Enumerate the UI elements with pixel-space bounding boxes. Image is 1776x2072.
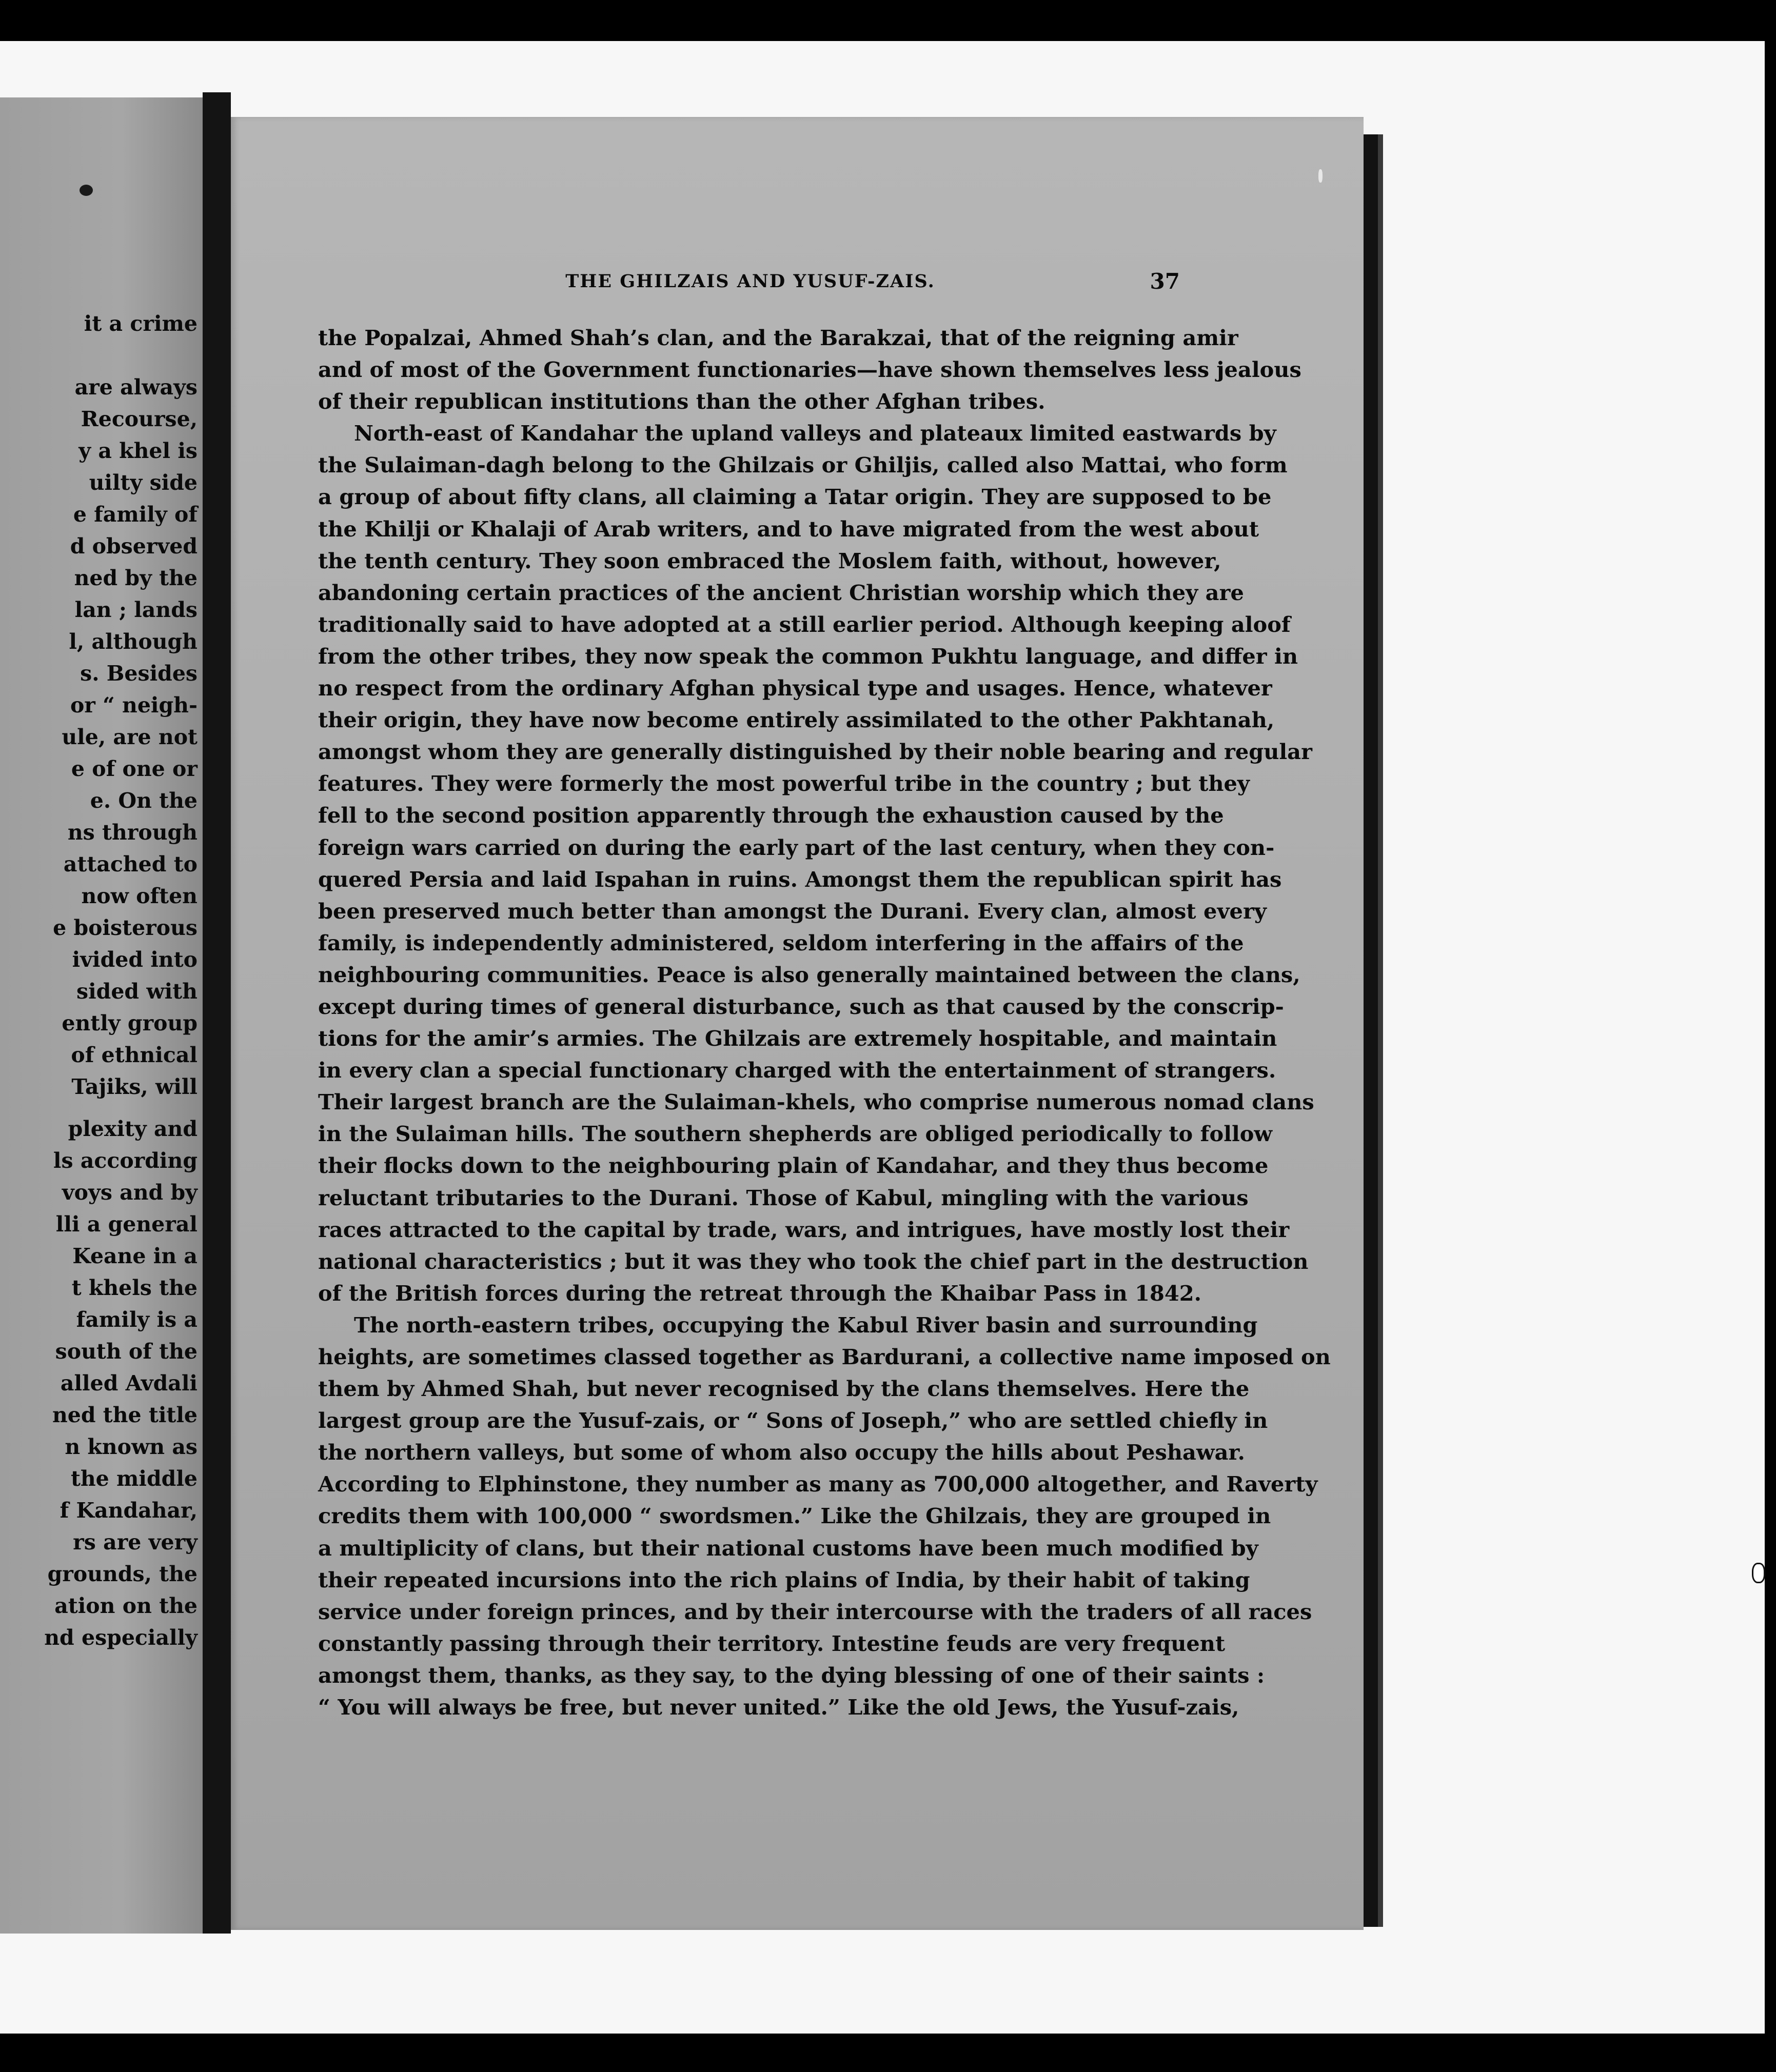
text-line: the Sulaiman-dagh belong to the Ghilzais or Ghiljis, called also Mattai, who form: [318, 452, 1288, 478]
text-line: races attracted to the capital by trade, wars, and intrigues, have mostly lost their: [318, 1217, 1290, 1242]
text-line: except during times of general disturbance, such as that caused by the conscrip-: [318, 993, 1284, 1019]
text-line: their flocks down to the neighbouring plain of Kandahar, and they thus become: [318, 1153, 1269, 1179]
text-line: The north-eastern tribes, occupying the Kabul River basin and surrounding: [354, 1312, 1258, 1338]
text-line: in every clan a special functionary charged with the entertainment of strangers.: [318, 1058, 1276, 1083]
text-line: from the other tribes, they now speak the common Pukhtu language, and differ in: [318, 643, 1298, 669]
left-line: ns through: [67, 820, 198, 845]
text-line: the Khilji or Khalaji of Arab writers, and to have migrated from the west about: [318, 516, 1259, 542]
left-line: [0, 340, 198, 371]
page-number: 37: [1150, 269, 1180, 294]
left-line: y a khel is: [78, 439, 198, 463]
left-line: or “ neigh-: [70, 693, 198, 718]
left-line: s. Besides: [80, 661, 198, 686]
text-line: the northern valleys, but some of whom also occupy the hills about Peshawar.: [318, 1440, 1245, 1465]
text-line: largest group are the Yusuf-zais, or “ Sons of Joseph,” who are settled chiefly in: [318, 1408, 1268, 1433]
left-line: d observed: [70, 534, 198, 559]
left-page: [0, 97, 203, 1934]
left-line: ivided into: [72, 947, 198, 972]
text-line: abandoning certain practices of the ancient Christian worship which they are: [318, 580, 1244, 605]
text-line: a group of about fifty clans, all claiming a Tatar origin. They are supposed to be: [318, 484, 1272, 510]
text-line: heights, are sometimes classed together as Bardurani, a collective name imposed on: [318, 1344, 1331, 1369]
text-line: foreign wars carried on during the early part of the last century, when they con-: [318, 834, 1275, 860]
text-line: North-east of Kandahar the upland valleys and plateaux limited eastwards by: [354, 421, 1276, 446]
text-line: amongst them, thanks, as they say, to the dying blessing of one of their saints :: [318, 1662, 1265, 1688]
text-line: neighbouring communities. Peace is also generally maintained between the clans,: [318, 962, 1300, 987]
left-line: sided with: [76, 979, 198, 1004]
left-line: plexity and: [68, 1117, 198, 1141]
text-line: the tenth century. They soon embraced the Moslem faith, without, however,: [318, 548, 1221, 573]
scan-border-top: [0, 0, 1776, 41]
text-line: no respect from the ordinary Afghan physical type and usages. Hence, whatever: [318, 675, 1272, 701]
left-line: of ethnical: [71, 1043, 198, 1067]
page-edge: [1364, 134, 1378, 1927]
text-line: reluctant tributaries to the Durani. Those of Kabul, mingling with the various: [318, 1185, 1249, 1210]
text-line: fell to the second position apparently through the exhaustion caused by the: [318, 803, 1224, 828]
text-line: been preserved much better than amongst the Durani. Every clan, almost every: [318, 898, 1267, 924]
left-line: alled Avdali: [60, 1371, 198, 1396]
text-line: of their republican institutions than the other Afghan tribes.: [318, 389, 1045, 414]
left-line: rs are very: [73, 1530, 198, 1555]
left-line: attached to: [63, 852, 198, 876]
text-line: constantly passing through their territory. Intestine feuds are very frequent: [318, 1630, 1226, 1656]
left-line: t khels the: [71, 1276, 198, 1300]
text-line: their origin, they have now become entirely assimilated to the other Pakhtanah,: [318, 707, 1275, 733]
text-line: features. They were formerly the most powerful tribe in the country ; but they: [318, 771, 1250, 796]
left-line: Tajiks, will: [71, 1074, 198, 1099]
left-page-text: [0, 308, 198, 1653]
text-line: “ You will always be free, but never united.” Like the old Jews, the Yusuf-zais,: [318, 1695, 1239, 1720]
left-line: it a crime: [84, 311, 198, 336]
text-line: quered Persia and laid Ispahan in ruins. Amongst them the republican spirit has: [318, 866, 1282, 892]
text-line: their repeated incursions into the rich plains of India, by their habit of taking: [318, 1567, 1250, 1592]
left-line: e family of: [73, 502, 198, 527]
left-line: lli a general: [55, 1212, 198, 1237]
text-line: traditionally said to have adopted at a still earlier period. Although keeping aloof: [318, 611, 1291, 637]
left-line: the middle: [70, 1466, 198, 1491]
text-line: tions for the amir’s armies. The Ghilzais are extremely hospitable, and maintain: [318, 1026, 1277, 1051]
body-text: [318, 322, 1331, 1723]
left-line: e of one or: [71, 756, 198, 781]
text-line: the Popalzai, Ahmed Shah’s clan, and the Barakzai, that of the reigning amir: [318, 325, 1238, 350]
text-line: and of most of the Government functionaries—have shown themselves less jealous: [318, 357, 1301, 383]
book-gutter: [203, 92, 231, 1934]
left-line: ned by the: [74, 566, 198, 590]
left-line: ation on the: [54, 1593, 198, 1618]
text-line: them by Ahmed Shah, but never recognised by the clans themselves. Here the: [318, 1376, 1250, 1402]
text-line: service under foreign princes, and by their intercourse with the traders of all races: [318, 1599, 1312, 1624]
text-line: of the British forces during the retreat through the Khaibar Pass in 1842.: [318, 1280, 1202, 1306]
scan-speck: [1318, 169, 1323, 183]
left-line: e boisterous: [53, 915, 198, 940]
text-line: a multiplicity of clans, but their national customs have been much modified by: [318, 1535, 1258, 1561]
left-line: ule, are not: [62, 725, 198, 749]
left-line: ently group: [62, 1011, 198, 1035]
text-line: Their largest branch are the Sulaiman-khels, who comprise numerous nomad clans: [318, 1089, 1314, 1115]
scan-border-right: [1765, 0, 1776, 2072]
text-line: credits them with 100,000 “ swordsmen.” Like the Ghilzais, they are grouped in: [318, 1503, 1271, 1529]
left-line: south of the: [55, 1339, 198, 1364]
text-line: According to Elphinstone, they number as many as 700,000 altogether, and Raverty: [318, 1471, 1318, 1497]
left-line: ls according: [53, 1148, 198, 1173]
text-line: family, is independently administered, seldom interfering in the affairs of the: [318, 930, 1244, 955]
left-line: Keane in a: [72, 1244, 198, 1268]
left-line: Recourse,: [81, 407, 198, 431]
scan-speck: [80, 185, 93, 196]
left-line: family is a: [76, 1307, 198, 1332]
left-line: ned the title: [52, 1403, 198, 1427]
text-line: national characteristics ; but it was they who took the chief part in the destruction: [318, 1248, 1309, 1274]
running-head: THE GHILZAIS AND YUSUF-ZAIS.: [565, 271, 935, 292]
text-line: in the Sulaiman hills. The southern shepherds are obliged periodically to follow: [318, 1121, 1273, 1147]
scan-border-bottom: [0, 2034, 1776, 2072]
left-line: e. On the: [90, 788, 198, 813]
text-line: amongst whom they are generally distinguished by their noble bearing and regular: [318, 739, 1312, 765]
page-edge-shadow: [1378, 134, 1383, 1927]
left-line: nd especially: [44, 1625, 198, 1650]
left-line: uilty side: [89, 470, 198, 495]
left-line: now often: [81, 884, 198, 908]
left-line: l, although: [69, 629, 198, 654]
left-line: are always: [74, 375, 198, 400]
left-line: grounds, the: [47, 1562, 198, 1586]
left-line: lan ; lands: [74, 597, 198, 622]
left-line: voys and by: [62, 1180, 198, 1205]
scan-speck: [1753, 1564, 1764, 1582]
left-line: n known as: [65, 1435, 198, 1459]
left-line: f Kandahar,: [60, 1498, 198, 1523]
